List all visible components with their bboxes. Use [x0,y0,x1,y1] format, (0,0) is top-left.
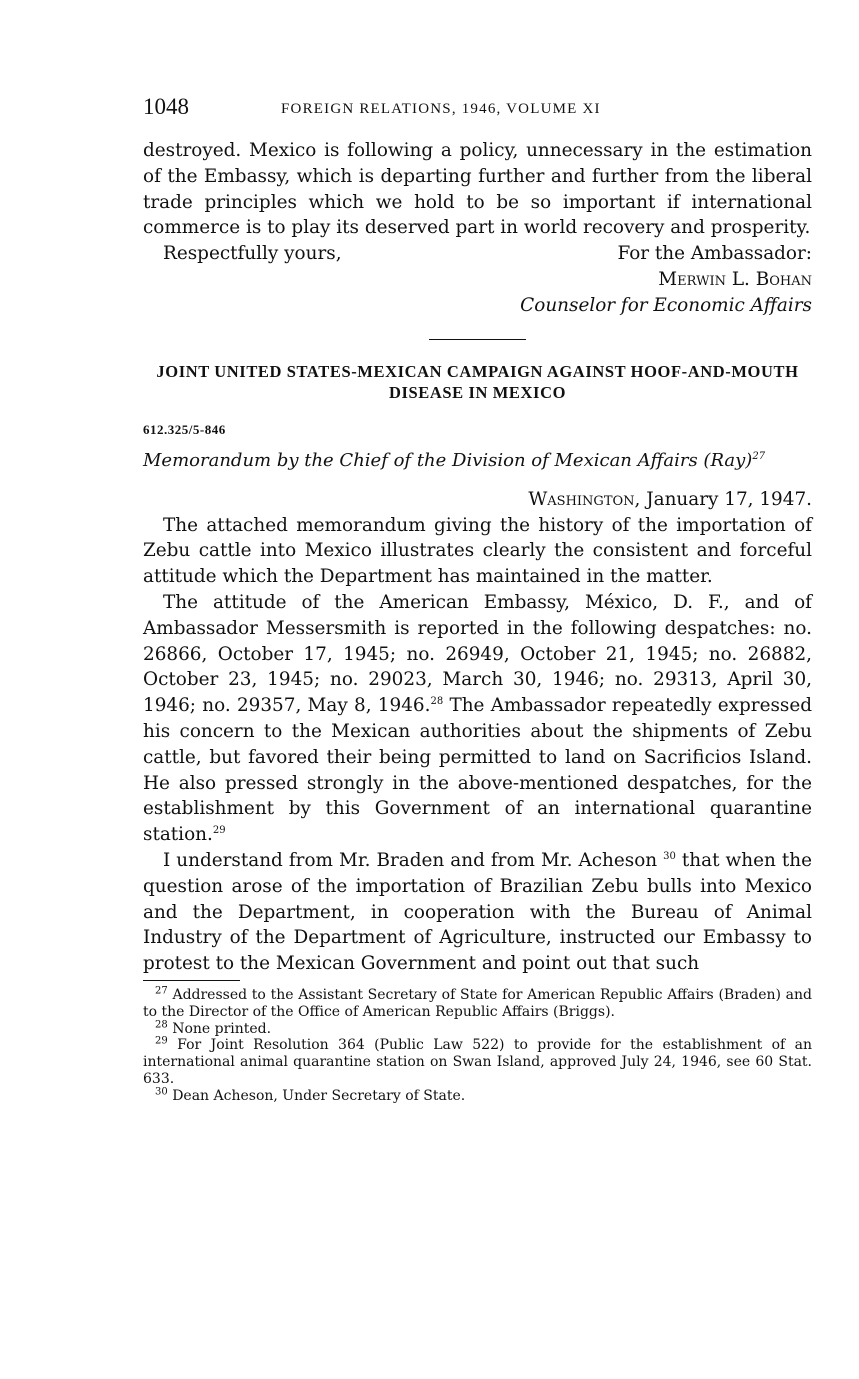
footnote-text: Addressed to the Assistant Secretary of State for American Republic Affairs (Braden) and to the Director of the Office of American Republic Affairs (Briggs). [143,986,812,1020]
section-heading: JOINT UNITED STATES-MEXICAN CAMPAIGN AGAINST HOOF-AND-MOUTH DISEASE IN MEXICO [156,361,799,402]
footnote [143,987,812,1021]
running-head [143,92,812,122]
footnotes [143,987,812,1105]
page [143,92,812,1105]
footnote-text: Dean Acheson, Under Secretary of State. [172,1087,466,1104]
signer-title: Counselor for Economic Affairs [520,294,812,316]
section-divider [429,339,526,340]
footnote-ref-29: 29 [212,825,226,837]
paragraph-2-part1: The attitude of the American Embassy, México, D. F., and of Ambassador Messersmith is reported in the following despatches: no. 26866, October 17, 1945; no. 26949, October 21, 1945; no. 26882, October 23, 1945; no. 29023, March 30, 1946; no. 29313, April 30, 1946; no. 29357, May 8, 1946. [143,591,812,717]
footnote [143,1088,812,1105]
footnote [143,1037,812,1087]
footnote-number: 27 [155,985,168,997]
running-title: FOREIGN RELATIONS, 1946, VOLUME XI [281,101,601,117]
paragraph-2-part2: The Ambassador repeatedly expressed his concern to the Mexican authorities about the shipments of Zebu cattle, but favored their being permitted to land on Sacrificios Island. He also pressed strongly in the above-mentioned despatches, for the establishment by this Government of an international quarantine station. [143,695,812,846]
footnote [143,1018,812,1038]
footnote-number: 30 [155,1086,168,1098]
dateline [143,487,812,513]
paragraph-3-part1: I understand from Mr. Braden and from Mr. Acheson [163,849,664,871]
paragraph-1: The attached memorandum giving the history of the importation of Zebu cattle into Mexico illustrates clearly the consistent and forceful attitude which the Department has maintained in the matter. [143,514,812,588]
document-title [143,450,812,471]
document-title-text: Memorandum by the Chief of the Division of Mexican Affairs (Ray) [143,449,753,471]
footnote-divider [143,980,240,981]
for-the-ambassador: For the Ambassador: [617,243,812,265]
footnote-ref-30: 30 [663,850,676,862]
paragraph-2 [143,590,812,848]
dateline-date: January 17, 1947. [646,488,812,510]
footnote-text: None printed. [172,1020,272,1037]
paragraph-3 [143,848,812,977]
complimentary-close: Respectfully yours, [163,243,342,265]
footnote-number: 29 [155,1035,168,1047]
closing-row [143,241,812,267]
footnote-text: For Joint Resolution 364 (Public Law 522) to provide for the establishment of an international animal quarantine station on Swan Island, approved July 24, 1946, see 60 Stat. 633. [143,1037,812,1087]
footnote-ref-28: 28 [430,696,444,708]
file-reference: 612.325/5-846 [143,421,226,437]
footnote-ref-27: 27 [752,450,766,462]
footnote-number: 28 [155,1018,168,1030]
closing-paragraph: destroyed. Mexico is following a policy, unnecessary in the estimation of the Embassy, which is departing further and further from the liberal trade principles which we hold to be so important if international commerce is to play its deserved part in world recovery and prosperity. [143,140,812,239]
page-number: 1048 [143,94,189,119]
paragraph-3-part2: that when the question arose of the importation of Brazilian Zebu bulls into Mexico and the Department, in cooperation with the Bureau of Animal Industry of the Department of Agriculture, instructed our Embassy to protest to the Mexican Government and point out that such [143,849,812,975]
dateline-place: Washington, [528,488,641,510]
signer-name: Merwin L. Bohan [658,269,812,291]
